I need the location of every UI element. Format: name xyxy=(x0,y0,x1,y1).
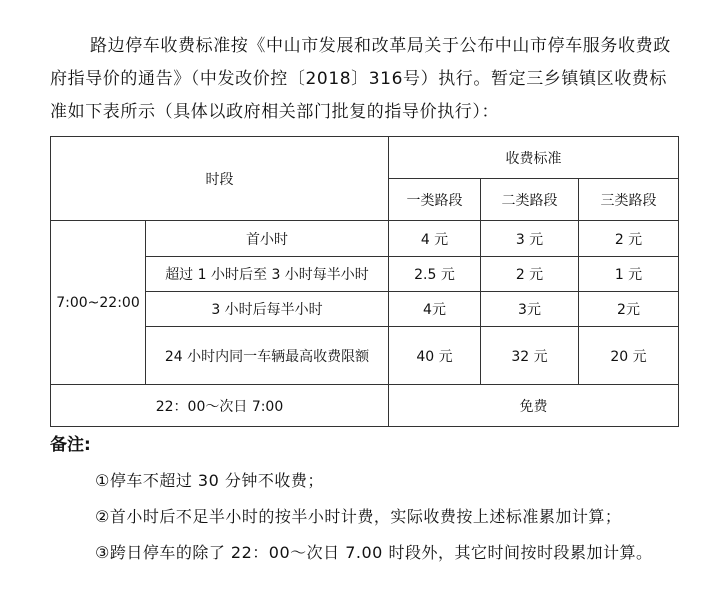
row-label: 超过 1 小时后至 3 小时每半小时 xyxy=(146,257,389,292)
fee-cell: 20 元 xyxy=(579,327,679,385)
night-fee-cell: 免费 xyxy=(389,385,679,427)
parking-fee-table xyxy=(50,136,679,427)
header-row-1 xyxy=(51,137,679,179)
night-row xyxy=(51,385,679,427)
row-label: 首小时 xyxy=(146,221,389,257)
fee-cell: 1 元 xyxy=(579,257,679,292)
road-class-1: 一类路段 xyxy=(389,179,481,221)
note-item-2: ②首小时后不足半小时的按半小时计费，实际收费按上述标准累加计算； xyxy=(95,507,622,526)
fee-cell: 32 元 xyxy=(481,327,579,385)
fee-cell: 2.5 元 xyxy=(389,257,481,292)
day-period-cell: 7:00~22:00 xyxy=(51,221,146,385)
note-item-1: ①停车不超过 30 分钟不收费； xyxy=(95,471,324,490)
header-period-cell: 时段 xyxy=(51,137,389,221)
header-fee-cell: 收费标准 xyxy=(389,137,679,179)
fee-cell: 4元 xyxy=(389,292,481,327)
intro-text: 路边停车收费标准按《中山市发展和改革局关于公布中山市停车服务收费政府指导价的通告》（中发改价控〔2018〕316号）执行。暂定三乡镇镇区收费标准如下表所示（具体以政府相关部门批复的指导价执行）： xyxy=(50,36,671,122)
table-row xyxy=(51,292,679,327)
table-row xyxy=(51,327,679,385)
night-period-cell: 22：00～次日 7:00 xyxy=(51,385,389,427)
fee-cell: 2 元 xyxy=(579,221,679,257)
intro-paragraph xyxy=(50,30,680,129)
road-class-3: 三类路段 xyxy=(579,179,679,221)
fee-cell: 40 元 xyxy=(389,327,481,385)
row-label: 24 小时内同一车辆最高收费限额 xyxy=(146,327,389,385)
table-row xyxy=(51,221,679,257)
fee-cell: 4 元 xyxy=(389,221,481,257)
road-class-2: 二类路段 xyxy=(481,179,579,221)
notes-title: 备注: xyxy=(50,435,91,455)
fee-cell: 3元 xyxy=(481,292,579,327)
note-item-3: ③跨日停车的除了 22：00～次日 7.00 时段外，其它时间按时段累加计算。 xyxy=(95,543,653,562)
row-label: 3 小时后每半小时 xyxy=(146,292,389,327)
fee-cell: 3 元 xyxy=(481,221,579,257)
fee-cell: 2 元 xyxy=(481,257,579,292)
table-row xyxy=(51,257,679,292)
fee-cell: 2元 xyxy=(579,292,679,327)
